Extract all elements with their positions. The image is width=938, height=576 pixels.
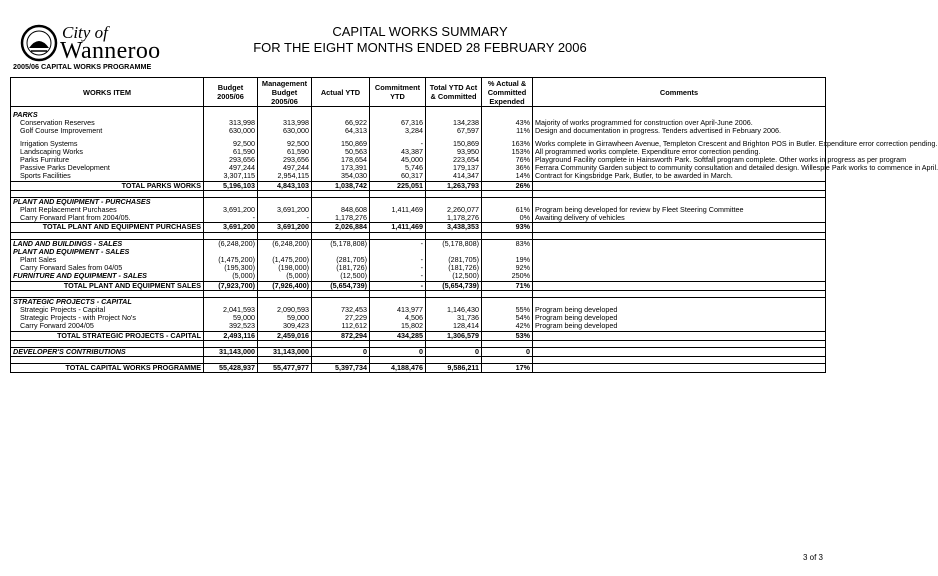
col-pct-expended: % Actual & Committed Expended xyxy=(482,78,533,107)
city-logo xyxy=(20,24,170,64)
table-row: Irrigation Systems 92,500 92,500 150,869 - 150,869 163% Works complete in Girrawheen Avenue, Templeton Crescent and Brighton POS in Butler. Expenditure error correction pending. xyxy=(11,140,826,148)
table-row: Sports Facilities 3,307,115 2,954,115 354,030 60,317 414,347 14% Contract for Kingsbridge Park, Butler, to be awarded in March. xyxy=(11,172,826,181)
col-total-ytd: Total YTD Act & Committed xyxy=(426,78,482,107)
table-row: Carry Forward Plant from 2004/05. - - 1,178,276 1,178,276 0% Awaiting delivery of vehicles xyxy=(11,214,826,223)
col-budget: Budget 2005/06 xyxy=(204,78,258,107)
total-row-sales: TOTAL PLANT AND EQUIPMENT SALES (7,923,700) (7,926,400) (5,654,739) - (5,654,739) 71% xyxy=(11,281,826,290)
capital-works-table xyxy=(10,77,938,373)
table-row: Carry Forward 2004/05 392,523 309,423 112,612 15,802 128,414 42% Program being developed xyxy=(11,322,826,331)
col-commitment-ytd: Commitment YTD xyxy=(370,78,426,107)
header-row xyxy=(11,78,826,107)
section-heading-plant-purchases: PLANT AND EQUIPMENT - PURCHASES xyxy=(11,197,826,206)
city-seal-icon xyxy=(20,24,58,62)
section-heading-furniture-sales: FURNITURE AND EQUIPMENT - SALES (5,000) (5,000) (12,500) - (12,500) 250% xyxy=(11,272,826,281)
table-row: Strategic Projects - with Project No's 59,000 59,000 27,229 4,506 31,736 54% Program being developed xyxy=(11,314,826,322)
table-row: Plant Sales (1,475,200) (1,475,200) (281,705) - (281,705) 19% xyxy=(11,256,826,264)
total-row-strategic: TOTAL STRATEGIC PROJECTS - CAPITAL 2,493,116 2,459,016 872,294 434,285 1,306,579 53% xyxy=(11,331,826,340)
table-row: Carry Forward Sales from 04/05 (195,300) (198,000) (181,726) - (181,726) 92% xyxy=(11,264,826,272)
table-row: Golf Course Improvement 630,000 630,000 64,313 3,284 67,597 11% Design and documentation in progress. Tenders advertised in February 2006. xyxy=(11,127,826,135)
programme-label: 2005/06 CAPITAL WORKS PROGRAMME xyxy=(13,62,152,71)
col-management-budget: Management Budget 2005/06 xyxy=(258,78,312,107)
table-row: Plant Replacement Purchases 3,691,200 3,691,200 848,608 1,411,469 2,260,077 61% Program being developed for review by Fleet Steering Committee xyxy=(11,206,826,214)
table-row: Conservation Reserves 313,998 313,998 66,922 67,316 134,238 43% Majority of works programmed for construction over April-June 2006. xyxy=(11,119,826,127)
total-row-plant-purchases: TOTAL PLANT AND EQUIPMENT PURCHASES 3,691,200 3,691,200 2,026,884 1,411,469 3,438,353 93% xyxy=(11,223,826,232)
logo-name-text: Wanneroo xyxy=(60,38,161,64)
section-heading-land-sales: LAND AND BUILDINGS - SALES (6,248,200) (6,248,200) (5,178,808) - (5,178,808) 83% xyxy=(11,239,826,248)
logo-city-text: City of xyxy=(62,23,108,42)
col-comments: Comments xyxy=(533,78,826,107)
page-number: 3 of 3 xyxy=(802,553,823,562)
page-title: CAPITAL WORKS SUMMARY xyxy=(332,24,508,39)
table-row: Landscaping Works 61,590 61,590 50,563 43,387 93,950 153% All programmed works complete. Expenditure error correction pending. xyxy=(11,148,826,156)
col-actual-ytd: Actual YTD xyxy=(312,78,370,107)
table-row: Passive Parks Development 497,244 497,244 173,391 5,746 179,137 36% Ferrara Community Garden subject to community consultation and detailed design. Willespie Park works to commence in April. xyxy=(11,164,826,172)
grand-total-row: TOTAL CAPITAL WORKS PROGRAMME 55,428,937 55,477,977 5,397,734 4,188,476 9,586,211 17% xyxy=(11,364,826,373)
section-heading-plant-sales: PLANT AND EQUIPMENT - SALES xyxy=(11,248,826,256)
col-works-item: WORKS ITEM xyxy=(11,78,204,107)
table-row: Parks Furniture 293,656 293,656 178,654 45,000 223,654 76% Playground Facility complete in Hainsworth Park. Softfall program complete. Other works in progress as per program xyxy=(11,156,826,164)
table-row: Strategic Projects - Capital 2,041,593 2,090,593 732,453 413,977 1,146,430 55% Program being developed xyxy=(11,306,826,314)
developer-contributions-row: DEVELOPER'S CONTRIBUTIONS 31,143,000 31,143,000 0 0 0 0 xyxy=(11,347,826,356)
section-heading-strategic: STRATEGIC PROJECTS - CAPITAL xyxy=(11,297,826,306)
total-row-parks: TOTAL PARKS WORKS 5,196,103 4,843,103 1,038,742 225,051 1,263,793 26% xyxy=(11,181,826,190)
section-heading-parks: PARKS xyxy=(11,111,826,119)
page-subtitle: FOR THE EIGHT MONTHS ENDED 28 FEBRUARY 2006 xyxy=(253,40,587,55)
